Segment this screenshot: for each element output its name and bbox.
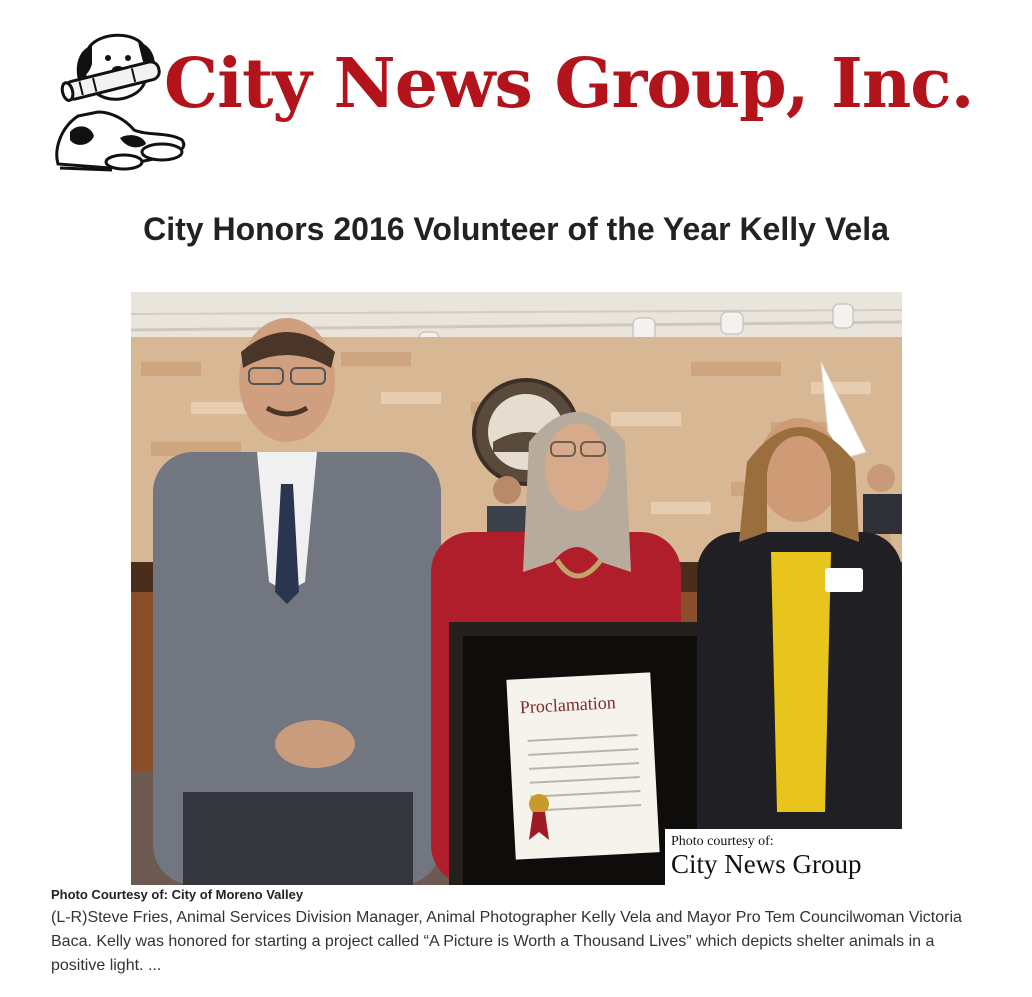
photo-caption: (L-R)Steve Fries, Animal Services Division Manager, Animal Photographer Kelly Vela and Mayor Pro Tem Councilwoman Victoria Baca. Kelly was honored for starting a project called “A Picture is Worth a Thousand Lives” which depicts shelter animals in a positive light. ... bbox=[51, 909, 962, 974]
article-photo bbox=[131, 292, 902, 885]
brand-name: City News Group, Inc. bbox=[164, 44, 974, 124]
article-headline: City Honors 2016 Volunteer of the Year Kelly Vela bbox=[143, 211, 889, 247]
photo-badge-caption: Photo courtesy of: bbox=[671, 834, 774, 849]
masthead bbox=[50, 28, 980, 178]
photo-credit: Photo Courtesy of: City of Moreno Valley bbox=[51, 887, 304, 902]
photo-badge-brand: City News Group bbox=[671, 849, 862, 879]
svg-text:Proclamation: Proclamation bbox=[519, 692, 617, 718]
photo-watermark-badge bbox=[665, 829, 902, 885]
